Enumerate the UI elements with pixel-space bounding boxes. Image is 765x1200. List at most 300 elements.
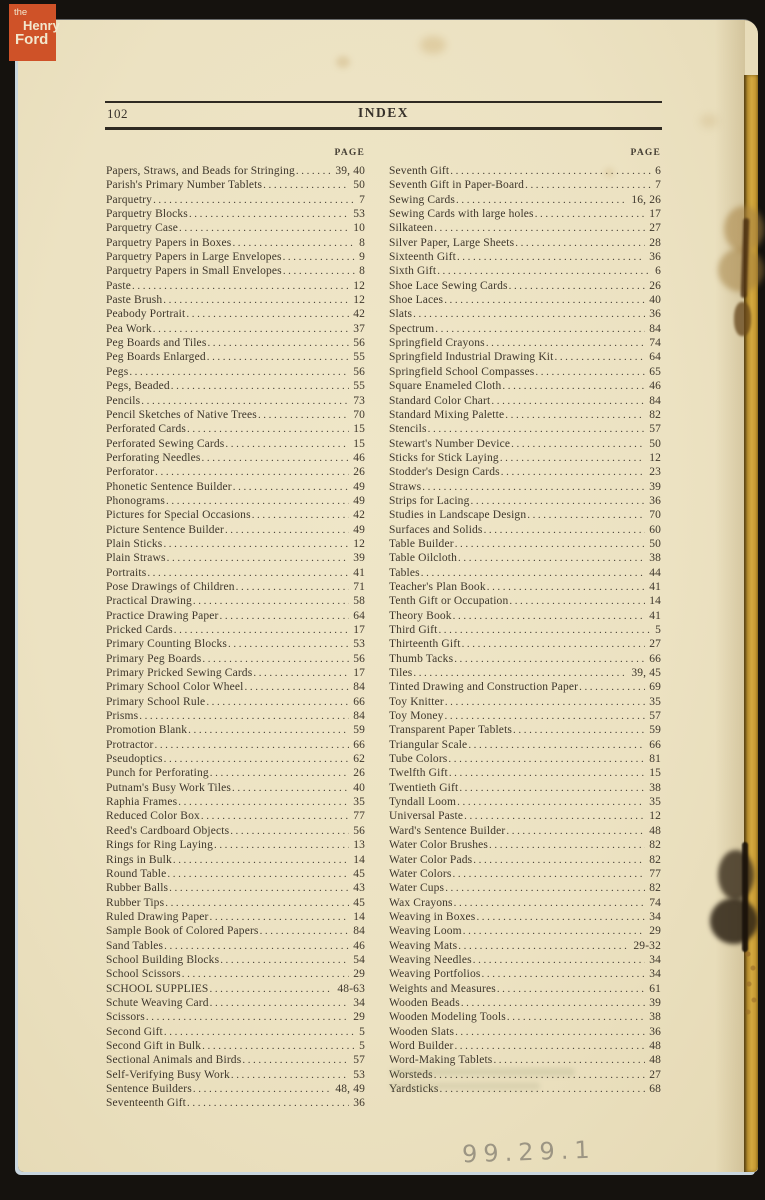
index-entry bbox=[106, 394, 365, 408]
page-column-label: PAGE bbox=[630, 148, 661, 158]
index-entry bbox=[389, 738, 661, 752]
dot-leader bbox=[202, 451, 350, 465]
index-entry-label: Springfield Industrial Drawing Kit bbox=[389, 351, 554, 364]
index-entry-label: Thirteenth Gift bbox=[389, 638, 461, 651]
index-entry bbox=[389, 250, 661, 264]
index-entry bbox=[106, 881, 365, 895]
index-entry bbox=[389, 394, 661, 408]
index-entry-label: Weights and Measures bbox=[389, 982, 496, 995]
dot-leader bbox=[535, 207, 646, 221]
index-entry-label: Transparent Paper Tablets bbox=[389, 724, 513, 737]
index-entry bbox=[389, 594, 661, 608]
index-entry-page: 35 bbox=[353, 796, 365, 809]
index-entry-page: 45 bbox=[353, 867, 365, 880]
index-entry-page: 56 bbox=[353, 824, 365, 837]
dot-leader bbox=[458, 939, 629, 953]
dot-leader bbox=[500, 451, 645, 465]
dot-leader bbox=[437, 264, 651, 278]
index-entry-label: Perforated Cards bbox=[106, 423, 186, 436]
index-entry bbox=[106, 437, 365, 451]
dot-leader bbox=[501, 465, 645, 479]
dot-leader bbox=[220, 609, 350, 623]
index-entry bbox=[389, 924, 661, 938]
index-entry-label: Pea Work bbox=[106, 322, 152, 335]
index-entry-label: Surfaces and Solids bbox=[389, 523, 483, 536]
index-entry bbox=[389, 279, 661, 293]
dot-leader bbox=[174, 623, 349, 637]
index-entry-page: 82 bbox=[649, 882, 661, 895]
dot-leader bbox=[497, 982, 645, 996]
dot-leader bbox=[445, 881, 645, 895]
dot-leader bbox=[139, 709, 349, 723]
index-entry bbox=[106, 293, 365, 307]
dot-leader bbox=[515, 236, 645, 250]
index-entry-page: 70 bbox=[353, 408, 365, 421]
index-entry bbox=[389, 465, 661, 479]
dot-leader bbox=[413, 307, 645, 321]
index-entry-label: Stewart's Number Device bbox=[389, 437, 511, 450]
index-entry bbox=[106, 465, 365, 479]
index-column-left bbox=[106, 148, 365, 1111]
index-entry-page: 68 bbox=[649, 1083, 661, 1095]
index-entry-page: 39 bbox=[353, 552, 365, 565]
dot-leader bbox=[473, 953, 645, 967]
dot-leader bbox=[210, 996, 350, 1010]
index-entry-page: 56 bbox=[353, 365, 365, 378]
index-entry-page: 40 bbox=[649, 294, 661, 307]
index-entry-label: Peabody Portrait bbox=[106, 308, 186, 321]
index-entry-page: 46 bbox=[353, 451, 365, 464]
index-entry-list bbox=[389, 164, 661, 1096]
index-entry-page: 57 bbox=[649, 710, 661, 723]
index-entry-page: 58 bbox=[353, 595, 365, 608]
index-entry-label: Springfield School Compasses bbox=[389, 365, 535, 378]
index-entry-label: Pose Drawings of Children bbox=[106, 580, 235, 593]
index-entry-page: 27 bbox=[649, 638, 661, 651]
index-entry bbox=[106, 193, 365, 207]
index-entry-page: 84 bbox=[353, 710, 365, 723]
index-entry-page: 36 bbox=[353, 1097, 365, 1110]
index-entry bbox=[106, 967, 365, 981]
index-entry-label: Sample Book of Colored Papers bbox=[106, 925, 259, 938]
dot-leader bbox=[283, 250, 356, 264]
index-entry-page: 17 bbox=[353, 624, 365, 636]
index-entry-label: Round Table bbox=[106, 867, 167, 880]
index-entry bbox=[389, 1039, 661, 1053]
index-entry-label: Water Cups bbox=[389, 882, 445, 895]
index-entry-label: Tube Colors bbox=[389, 753, 448, 766]
dot-leader bbox=[166, 494, 349, 508]
index-entry bbox=[389, 322, 661, 336]
dot-leader bbox=[456, 193, 627, 207]
index-entry bbox=[389, 523, 661, 537]
index-entry-label: Phonograms bbox=[106, 494, 165, 507]
dot-leader bbox=[202, 1039, 355, 1053]
dot-leader bbox=[225, 523, 349, 537]
index-entry-page: 48 bbox=[649, 1039, 661, 1052]
index-entry-label: Worsteds bbox=[389, 1068, 433, 1081]
index-entry-label: Teacher's Plan Book bbox=[389, 580, 486, 593]
index-entry-label: Slats bbox=[389, 308, 413, 321]
index-entry-page: 45 bbox=[353, 896, 365, 909]
index-entry-page: 14 bbox=[649, 595, 661, 608]
index-entry bbox=[106, 853, 365, 867]
index-entry-page: 29 bbox=[353, 1011, 365, 1024]
dot-leader bbox=[231, 1068, 349, 1082]
index-entry-page: 77 bbox=[353, 810, 365, 823]
index-entry-page: 14 bbox=[353, 853, 365, 866]
dot-leader bbox=[258, 408, 349, 422]
index-entry bbox=[106, 1025, 365, 1039]
index-entry-label: Pseudoptics bbox=[106, 753, 163, 766]
index-entry bbox=[106, 695, 365, 709]
dot-leader bbox=[188, 723, 349, 737]
index-entry bbox=[106, 379, 365, 393]
dot-leader bbox=[193, 594, 349, 608]
index-entry-page: 40 bbox=[353, 781, 365, 794]
dot-leader bbox=[445, 709, 646, 723]
dot-leader bbox=[476, 910, 645, 924]
index-entry-label: Pencils bbox=[106, 394, 141, 407]
index-entry bbox=[106, 1053, 365, 1067]
index-entry-page: 14 bbox=[353, 910, 365, 923]
index-entry bbox=[106, 207, 365, 221]
index-entry-label: Universal Paste bbox=[389, 810, 464, 823]
book-page bbox=[18, 17, 758, 1172]
index-entry-page: 55 bbox=[353, 351, 365, 364]
index-entry-label: Shoe Lace Sewing Cards bbox=[389, 279, 508, 292]
dot-leader bbox=[225, 437, 349, 451]
index-entry bbox=[389, 422, 661, 436]
index-entry bbox=[389, 996, 661, 1010]
dot-leader bbox=[491, 394, 645, 408]
index-entry-label: Theory Book bbox=[389, 609, 452, 622]
index-entry bbox=[106, 336, 365, 350]
dot-leader bbox=[525, 178, 651, 192]
index-entry bbox=[389, 838, 661, 852]
dot-leader bbox=[509, 279, 646, 293]
dot-leader bbox=[440, 1082, 646, 1096]
index-entry-label: Sixteenth Gift bbox=[389, 251, 456, 264]
index-entry-label: Sewing Cards bbox=[389, 193, 456, 206]
dot-leader bbox=[201, 809, 349, 823]
index-entry-page: 5 bbox=[655, 624, 661, 636]
index-entry-page: 39 bbox=[649, 996, 661, 1009]
dot-leader bbox=[252, 508, 349, 522]
dot-leader bbox=[509, 594, 645, 608]
index-entry bbox=[106, 680, 365, 694]
dot-leader bbox=[464, 809, 645, 823]
logo-line-ford: Ford bbox=[15, 30, 49, 48]
index-entry-page: 39, 40 bbox=[335, 165, 365, 177]
dot-leader bbox=[457, 795, 645, 809]
index-entry-label: Word-Making Tablets bbox=[389, 1054, 493, 1067]
index-entry-label: Primary School Color Wheel bbox=[106, 681, 244, 694]
dot-leader bbox=[153, 322, 349, 336]
dot-leader bbox=[169, 881, 349, 895]
dot-leader bbox=[527, 508, 645, 522]
index-entry-label: School Scissors bbox=[106, 968, 181, 981]
index-entry-page: 17 bbox=[353, 667, 365, 680]
dot-leader bbox=[153, 193, 355, 207]
index-entry bbox=[106, 666, 365, 680]
index-entry-page: 56 bbox=[353, 337, 365, 350]
index-entry-page: 34 bbox=[649, 953, 661, 966]
index-entry-label: Third Gift bbox=[389, 624, 438, 636]
index-entry bbox=[106, 795, 365, 809]
index-entry-page: 42 bbox=[353, 308, 365, 321]
index-entry-page: 36 bbox=[649, 308, 661, 321]
index-entry bbox=[389, 1082, 661, 1096]
index-entry-label: Rubber Tips bbox=[106, 896, 165, 909]
index-entry-page: 73 bbox=[353, 394, 365, 407]
dot-leader bbox=[445, 695, 645, 709]
index-entry bbox=[389, 910, 661, 924]
index-entry bbox=[389, 881, 661, 895]
index-entry-page: 27 bbox=[649, 1068, 661, 1081]
logo-line-the: the bbox=[14, 7, 28, 18]
index-entry-label: Wooden Modeling Tools bbox=[389, 1011, 506, 1024]
index-entry bbox=[389, 580, 661, 594]
index-entry-page: 66 bbox=[353, 695, 365, 708]
index-entry-label: Rings for Ring Laying bbox=[106, 839, 213, 852]
index-entry bbox=[389, 752, 661, 766]
index-entry-label: Putnam's Busy Work Tiles bbox=[106, 781, 231, 794]
dot-leader bbox=[260, 924, 350, 938]
index-entry-label: Parish's Primary Number Tablets bbox=[106, 179, 263, 192]
index-entry bbox=[389, 566, 661, 580]
dot-leader bbox=[207, 336, 349, 350]
index-entry-page: 84 bbox=[649, 322, 661, 335]
index-entry-page: 69 bbox=[649, 681, 661, 694]
index-entry-label: Tiles bbox=[389, 667, 413, 680]
index-entry bbox=[389, 709, 661, 723]
dot-leader bbox=[173, 853, 349, 867]
dot-leader bbox=[155, 465, 349, 479]
index-entry-label: Primary Pricked Sewing Cards bbox=[106, 667, 253, 680]
dot-leader bbox=[167, 551, 350, 565]
index-entry bbox=[106, 824, 365, 838]
index-entry-page: 15 bbox=[353, 437, 365, 450]
dot-leader bbox=[468, 738, 645, 752]
index-entry-label: Stodder's Design Cards bbox=[389, 466, 500, 479]
index-entry bbox=[106, 322, 365, 336]
index-entry bbox=[389, 609, 661, 623]
index-entry bbox=[106, 221, 365, 235]
index-entry-label: Primary Peg Boards bbox=[106, 652, 202, 665]
index-entry bbox=[106, 594, 365, 608]
index-entry-page: 50 bbox=[649, 437, 661, 450]
dot-leader bbox=[493, 1053, 645, 1067]
index-entry-page: 64 bbox=[649, 351, 661, 364]
index-entry-page: 26 bbox=[353, 767, 365, 780]
index-entry-label: Sixth Gift bbox=[389, 265, 437, 278]
index-entry-label: Second Gift bbox=[106, 1025, 163, 1038]
dot-leader bbox=[233, 480, 349, 494]
index-entry bbox=[106, 738, 365, 752]
index-entry-label: Weaving Mats bbox=[389, 939, 458, 952]
index-entry-page: 81 bbox=[649, 753, 661, 766]
index-entry-label: Peg Boards and Tiles bbox=[106, 337, 207, 350]
dot-leader bbox=[171, 379, 349, 393]
index-entry-page: 41 bbox=[649, 609, 661, 622]
index-entry-label: Schute Weaving Card bbox=[106, 996, 209, 1009]
index-entry-label: Yardsticks bbox=[389, 1083, 439, 1095]
index-entry bbox=[106, 609, 365, 623]
dot-leader bbox=[147, 566, 349, 580]
index-entry-page: 36 bbox=[649, 251, 661, 264]
index-entry-page: 49 bbox=[353, 480, 365, 493]
index-entry-page: 34 bbox=[353, 996, 365, 1009]
index-entry-page: 71 bbox=[353, 580, 365, 593]
dot-leader bbox=[283, 264, 355, 278]
index-entry-page: 48-63 bbox=[337, 982, 365, 995]
index-entry-page: 12 bbox=[353, 537, 365, 550]
index-entry-page: 12 bbox=[649, 810, 661, 823]
dot-leader bbox=[453, 867, 646, 881]
index-entry-page: 57 bbox=[649, 423, 661, 436]
index-entry-label: Springfield Crayons bbox=[389, 337, 485, 350]
dot-leader bbox=[163, 537, 349, 551]
index-entry-page: 84 bbox=[353, 681, 365, 694]
index-entry bbox=[389, 781, 661, 795]
dot-leader bbox=[230, 824, 349, 838]
index-entry bbox=[106, 1010, 365, 1024]
dot-leader bbox=[209, 982, 333, 996]
index-entry-label: Sewing Cards with large holes bbox=[389, 208, 534, 221]
index-entry-label: Pricked Cards bbox=[106, 624, 173, 636]
index-entry-page: 38 bbox=[649, 552, 661, 565]
index-entry bbox=[389, 766, 661, 780]
index-entry bbox=[389, 637, 661, 651]
index-entry bbox=[106, 924, 365, 938]
index-entry-page: 9 bbox=[359, 251, 365, 264]
index-entry bbox=[106, 551, 365, 565]
index-entry bbox=[389, 221, 661, 235]
dot-leader bbox=[164, 939, 349, 953]
dot-leader bbox=[458, 551, 645, 565]
index-entry bbox=[389, 853, 661, 867]
page-number: 102 bbox=[107, 106, 128, 121]
index-entry bbox=[389, 695, 661, 709]
dot-leader bbox=[242, 1053, 349, 1067]
index-entry-label: Table Oilcloth bbox=[389, 552, 458, 565]
index-entry-page: 56 bbox=[353, 652, 365, 665]
dot-leader bbox=[459, 781, 645, 795]
dot-leader bbox=[461, 996, 645, 1010]
index-entry bbox=[106, 1096, 365, 1110]
dot-leader bbox=[507, 1010, 645, 1024]
index-entry-page: 5 bbox=[359, 1039, 365, 1052]
index-entry-label: Sticks for Stick Laying bbox=[389, 451, 499, 464]
index-entry-page: 44 bbox=[649, 566, 661, 579]
index-entry-label: Stencils bbox=[389, 423, 427, 436]
index-entry-label: Parquetry Case bbox=[106, 222, 179, 235]
index-entry-label: Tenth Gift or Occupation bbox=[389, 595, 509, 608]
dot-leader bbox=[232, 236, 355, 250]
index-entry-label: Ruled Drawing Paper bbox=[106, 910, 209, 923]
index-entry-label: Pegs bbox=[106, 365, 129, 378]
index-entry-page: 6 bbox=[655, 265, 661, 278]
index-entry-label: Tables bbox=[389, 566, 420, 579]
index-entry-page: 26 bbox=[353, 466, 365, 479]
index-entry-label: Silkateen bbox=[389, 222, 434, 235]
index-entry bbox=[389, 408, 661, 422]
dot-leader bbox=[141, 394, 349, 408]
index-entry-page: 8 bbox=[359, 236, 365, 249]
index-entry-label: Punch for Perforating bbox=[106, 767, 209, 780]
index-entry-label: Weaving Needles bbox=[389, 953, 472, 966]
index-entry-label: Twentieth Gift bbox=[389, 781, 459, 794]
index-entry-label: Reed's Cardboard Objects bbox=[106, 824, 230, 837]
index-entry-label: Toy Money bbox=[389, 710, 444, 723]
index-entry-page: 35 bbox=[649, 796, 661, 809]
index-entry-label: Sand Tables bbox=[106, 939, 164, 952]
index-entry-label: Word Builder bbox=[389, 1039, 454, 1052]
dot-leader bbox=[132, 279, 349, 293]
dot-leader bbox=[253, 666, 349, 680]
index-entry bbox=[106, 494, 365, 508]
index-entry-label: Seventh Gift bbox=[389, 165, 450, 177]
index-entry bbox=[389, 508, 661, 522]
index-entry bbox=[106, 422, 365, 436]
index-entry-label: Sentence Builders bbox=[106, 1083, 192, 1095]
dot-leader bbox=[454, 652, 645, 666]
dot-leader bbox=[457, 250, 645, 264]
index-entry-page: 37 bbox=[353, 322, 365, 335]
dot-leader bbox=[207, 350, 349, 364]
index-entry-page: 43 bbox=[353, 882, 365, 895]
index-entry-label: School Building Blocks bbox=[106, 953, 220, 966]
index-entry-label: Weaving Loom bbox=[389, 925, 462, 938]
index-entry-page: 34 bbox=[649, 968, 661, 981]
index-entry bbox=[106, 523, 365, 537]
index-entry bbox=[106, 752, 365, 766]
index-entry bbox=[106, 809, 365, 823]
header-rule-bottom bbox=[105, 127, 662, 130]
index-entry-page: 64 bbox=[353, 609, 365, 622]
index-entry-page: 7 bbox=[359, 193, 365, 206]
index-entry-page: 26 bbox=[649, 279, 661, 292]
dot-leader bbox=[455, 537, 645, 551]
index-entry-page: 29 bbox=[649, 925, 661, 938]
dot-leader bbox=[435, 322, 645, 336]
index-entry-label: Pictures for Special Occasions bbox=[106, 509, 251, 522]
index-entry-page: 82 bbox=[649, 408, 661, 421]
dot-leader bbox=[236, 580, 350, 594]
index-entry-page: 59 bbox=[649, 724, 661, 737]
index-entry bbox=[389, 623, 661, 637]
index-entry-page: 15 bbox=[353, 423, 365, 436]
index-entry-label: Perforating Needles bbox=[106, 451, 201, 464]
index-entry bbox=[389, 307, 661, 321]
index-entry bbox=[106, 982, 365, 996]
index-entry-page: 77 bbox=[649, 867, 661, 880]
dot-leader bbox=[228, 637, 349, 651]
index-entry-label: Prisms bbox=[106, 710, 139, 723]
dot-leader bbox=[489, 838, 645, 852]
header-rule-top bbox=[105, 101, 662, 103]
index-entry-page: 49 bbox=[353, 494, 365, 507]
index-entry bbox=[106, 996, 365, 1010]
index-entry bbox=[106, 365, 365, 379]
dot-leader bbox=[511, 437, 645, 451]
index-entry-page: 42 bbox=[353, 509, 365, 522]
index-entry-label: Reduced Color Box bbox=[106, 810, 200, 823]
dot-leader bbox=[202, 652, 349, 666]
index-entry bbox=[389, 480, 661, 494]
dot-leader bbox=[438, 623, 651, 637]
